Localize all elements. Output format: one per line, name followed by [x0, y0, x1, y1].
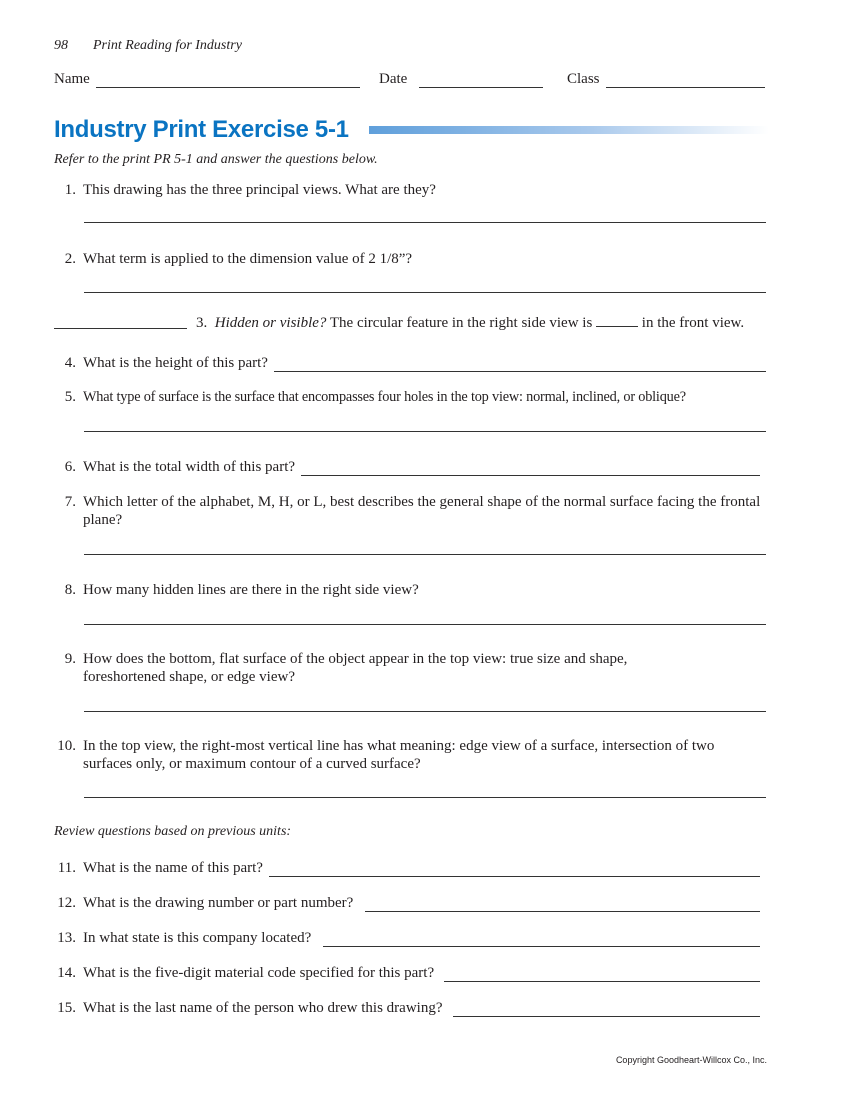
question-number: 11.: [57, 860, 76, 876]
date-field[interactable]: [379, 70, 543, 88]
question-number: 14.: [57, 965, 76, 981]
question-number: 7.: [64, 494, 76, 510]
question-12: [83, 894, 760, 912]
question-15: [83, 999, 760, 1017]
question-text: What is the last name of the person who drew this drawing?: [83, 1000, 443, 1016]
question-text: What is the height of this part?: [83, 355, 268, 371]
question-number: 8.: [64, 582, 76, 598]
name-label: Name: [54, 71, 90, 87]
class-blank[interactable]: [606, 73, 765, 88]
question-number: 13.: [57, 930, 76, 946]
answer-line-12[interactable]: [365, 897, 760, 912]
question-text: In what state is this company located?: [83, 930, 312, 946]
title-gradient-bar: [369, 126, 769, 134]
question-text: What type of surface is the surface that encompasses four holes in the top view: normal, inclined, or oblique?: [83, 389, 686, 405]
answer-line-8[interactable]: [84, 624, 766, 625]
question-text: How does the bottom, flat surface of the object appear in the top view: true size and shape, foreshortened shape, or edge view?: [83, 651, 628, 685]
answer-line-10[interactable]: [84, 797, 766, 798]
name-blank[interactable]: [96, 73, 360, 88]
question-number: 15.: [57, 1000, 76, 1016]
question-6: [83, 458, 760, 476]
answer-line-11[interactable]: [269, 862, 760, 877]
answer-line-14[interactable]: [444, 967, 760, 982]
inline-blank[interactable]: [596, 326, 638, 327]
question-text: The circular feature in the right side view is: [329, 315, 593, 331]
question-prefix: Hidden or visible?: [214, 315, 327, 331]
answer-line-13[interactable]: [323, 932, 760, 947]
question-text: What is the drawing number or part number?: [83, 895, 354, 911]
question-3: [196, 314, 744, 332]
class-field[interactable]: [567, 70, 765, 88]
answer-line-4[interactable]: [274, 357, 766, 372]
question-number: 6.: [64, 459, 76, 475]
question-text: What is the five-digit material code specified for this part?: [83, 965, 435, 981]
question-13: [83, 929, 760, 947]
question-text: What is the name of this part?: [83, 860, 263, 876]
question-number: 2.: [64, 251, 76, 267]
question-number: 9.: [64, 651, 76, 667]
question-text: How many hidden lines are there in the right side view?: [83, 582, 419, 598]
question-number: 10.: [57, 738, 76, 754]
answer-line-6[interactable]: [301, 461, 760, 476]
question-4: [83, 354, 766, 372]
book-title: Print Reading for Industry: [93, 38, 242, 53]
answer-line-15[interactable]: [453, 1002, 761, 1017]
answer-line-9[interactable]: [84, 711, 766, 712]
question-text: What is the total width of this part?: [83, 459, 296, 475]
answer-line-7[interactable]: [84, 554, 766, 555]
question-text: In the top view, the right-most vertical line has what meaning: edge view of a surface, intersection of two surfaces only, or maximum contour of a curved surface?: [83, 738, 715, 772]
class-label: Class: [567, 71, 600, 87]
answer-line-1[interactable]: [84, 222, 766, 223]
question-number: 1.: [64, 182, 76, 198]
date-label: Date: [379, 71, 408, 87]
question-suffix: in the front view.: [641, 315, 745, 331]
question-number: 3.: [196, 315, 208, 331]
question-text: What term is applied to the dimension value of 2 1/8”?: [83, 251, 413, 267]
question-number: 12.: [57, 895, 76, 911]
copyright: Copyright Goodheart-Willcox Co., Inc.: [615, 1055, 767, 1065]
question-14: [83, 964, 760, 982]
date-blank[interactable]: [419, 73, 543, 88]
question-number: 5.: [64, 389, 76, 405]
question-number: 4.: [64, 355, 76, 371]
answer-line-2[interactable]: [84, 292, 766, 293]
page-number: 98: [54, 38, 68, 53]
answer-line-3[interactable]: [54, 328, 187, 329]
answer-line-5[interactable]: [84, 431, 766, 432]
question-text: Which letter of the alphabet, M, H, or L, best describes the general shape of the normal surface facing the frontal plane?: [83, 494, 761, 528]
review-heading: Review questions based on previous units:: [54, 824, 292, 839]
exercise-title: Industry Print Exercise 5-1: [54, 116, 349, 143]
instruction: Refer to the print PR 5-1 and answer the questions below.: [54, 152, 378, 167]
question-text: This drawing has the three principal views. What are they?: [83, 182, 436, 198]
name-field[interactable]: [54, 70, 360, 88]
question-11: [83, 859, 760, 877]
